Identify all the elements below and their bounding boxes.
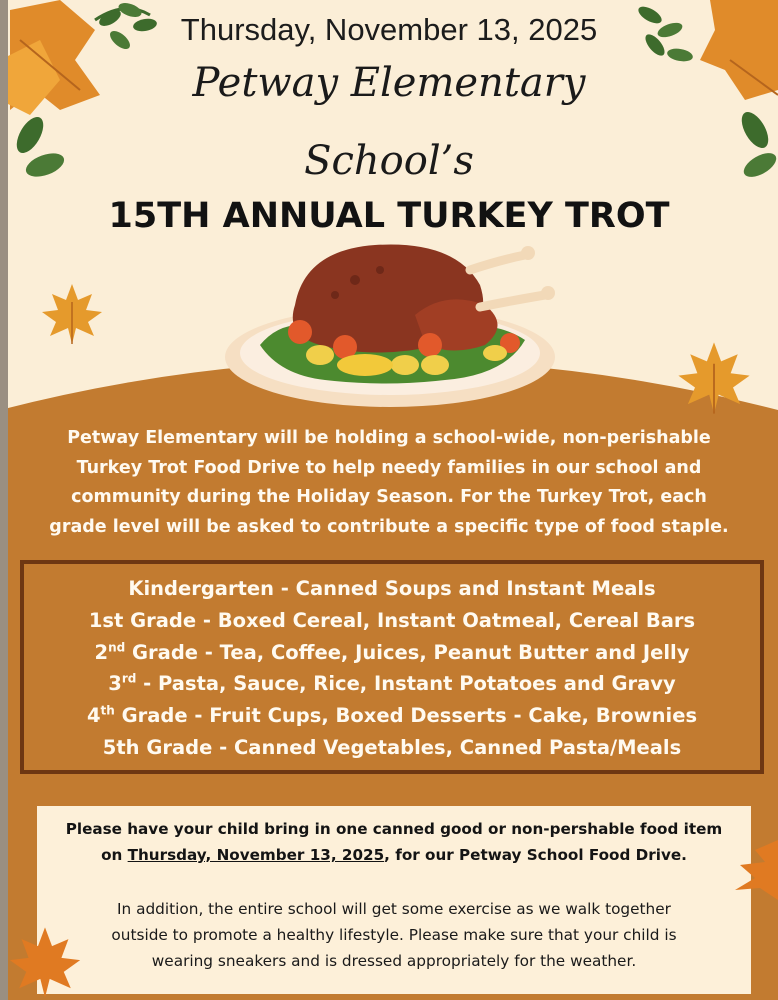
- grade-item: 1st Grade - Boxed Cereal, Instant Oatmeal, Cereal Bars: [88, 608, 696, 632]
- intro-line: Petway Elementary will be holding a school-wide, non-perishable: [67, 428, 711, 448]
- maple-leaf-bottom-right-icon: [735, 840, 778, 900]
- intro-paragraph: [18, 424, 760, 542]
- intro-line: community during the Holiday Season. For the Turkey Trot, each: [71, 487, 707, 507]
- reminder-paragraph: [37, 816, 751, 868]
- reminder-box: [37, 806, 751, 994]
- maple-leaf-bottom-left-icon: [5, 925, 85, 1000]
- exercise-line: outside to promote a healthy lifestyle. Please make sure that your child is: [111, 926, 677, 944]
- grade-item: 2nd Grade - Tea, Coffee, Juices, Peanut Butter and Jelly: [94, 640, 690, 664]
- maple-leaf-right-icon: [676, 340, 752, 416]
- maple-leaf-left-icon: [40, 282, 104, 346]
- roast-turkey-icon: [225, 235, 565, 415]
- reminder-line: on Thursday, November 13, 2025, for our Petway School Food Drive.: [101, 846, 687, 864]
- intro-line: Turkey Trot Food Drive to help needy families in our school and: [76, 457, 702, 478]
- exercise-line: wearing sneakers and is dressed appropriately for the weather.: [151, 952, 637, 970]
- intro-line: grade level will be asked to contribute a specific type of food staple.: [49, 516, 729, 537]
- school-name-line1: Petway Elementary: [192, 60, 586, 106]
- grade-item: Kindergarten - Canned Soups and Instant Meals: [128, 577, 656, 600]
- grade-item: 4th Grade - Fruit Cups, Boxed Desserts - Cake, Brownies: [86, 703, 698, 728]
- left-edge-shadow: [0, 0, 8, 1000]
- reminder-date: Thursday, November 13, 2025: [127, 846, 385, 864]
- reminder-line: Please have your child bring in one canned good or non-pershable food item: [65, 820, 723, 838]
- event-title: 15TH ANNUAL TURKEY TROT: [108, 196, 670, 236]
- school-name-line2: School’s: [304, 138, 474, 184]
- grade-list-box: [20, 560, 764, 774]
- grade-item: 5th Grade - Canned Vegetables, Canned Pasta/Meals: [102, 735, 682, 759]
- event-date-heading: Thursday, November 13, 2025: [180, 12, 598, 47]
- exercise-paragraph: [37, 896, 751, 974]
- exercise-line: In addition, the entire school will get some exercise as we walk together: [117, 900, 671, 918]
- grade-item: 3rd - Pasta, Sauce, Rice, Instant Potatoes and Gravy: [108, 671, 676, 696]
